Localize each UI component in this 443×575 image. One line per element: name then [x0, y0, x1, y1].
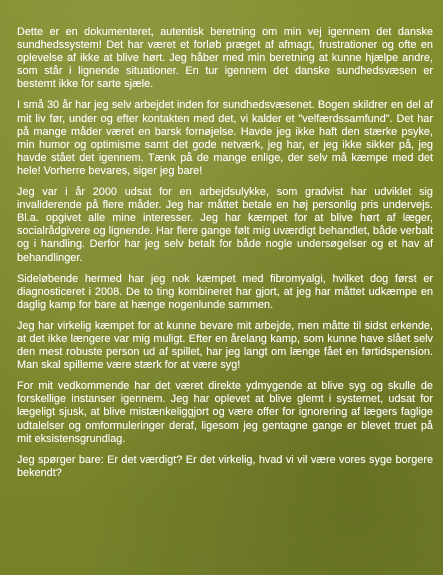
paragraph-pension: Jeg har virkelig kæmpet for at kunne bevare mit arbejde, men måtte til sidst erkende, at det ikke længere var mig muligt. Efter en årelang kamp, som kunne have slået selv den mest robuste person ud af spillet, har jeg langt om længe fået en førtidspension. Man skal spilleme være stærk for at være syg! — [17, 319, 433, 372]
paragraph-question: Jeg spørger bare: Er det værdigt? Er det virkelig, hvad vi vil være vores syge borgere bekendt? — [17, 453, 433, 479]
paragraph-accident: Jeg var i år 2000 udsat for en arbejdsulykke, som gradvist har udviklet sig invaliderende på flere måder. Jeg har måttet betale en høj personlig pris undervejs. Bl.a. opgivet alle mine interesser. Jeg har kæmpet for at blive hørt af læger, socialrådgivere og lignende. Har flere gange følt mig uværdigt behandlet, både verbalt og i handling. Derfor har jeg selv betalt for både nogle undersøgelser og et hav af behandlinger. — [17, 186, 433, 264]
paragraph-background: I små 30 år har jeg selv arbejdet inden for sundhedsvæsenet. Bogen skildrer en del af mit liv før, under og efter kontakten med det, vi kalder et "velfærdssamfund". Det har på mange måder været en barsk fornøjelse. Havde jeg ikke haft den stærke psyke, min humor og optimisme samt det gode netværk, jeg har, er jeg ikke sikker på, jeg havde stået det igennem. Tænk på de mange enlige, der selv må kæmpe med det hele! Vorherre bevares, siger jeg bare! — [17, 99, 433, 177]
paragraph-fibromyalgia: Sideløbende hermed har jeg nok kæmpet med fibromyalgi, hvilket dog først er diagnosticeret i 2008. De to ting kombineret har gjort, at jeg har måttet udkæmpe en daglig kamp for bare at hænge nogenlunde sammen. — [17, 272, 433, 311]
paragraph-humiliation: For mit vedkommende har det været direkte ydmygende at blive syg og skulle de forskellige instanser igennem. Jeg har oplevet at blive glemt i systemet, udsat for lægeligt sjusk, at blive mistænkeliggjort og være offer for ignorering af lægers faglige udtalelser og omformuleringer deraf, ligesom jeg gentagne gange er blevet truet på mit eksistensgrundlag. — [17, 380, 433, 445]
paragraph-intro: Dette er en dokumenteret, autentisk beretning om min vej igennem det danske sundhedssystem! Det har været et forløb præget af afmagt, frustrationer og ofte en oplevelse af ikke at blive hørt. Jeg håber med min beretning at kunne hjælpe andre, som står i lignende situationer. En tur igennem det danske sundhedsvæsen er bestemt ikke for sarte sjæle. — [17, 26, 433, 91]
